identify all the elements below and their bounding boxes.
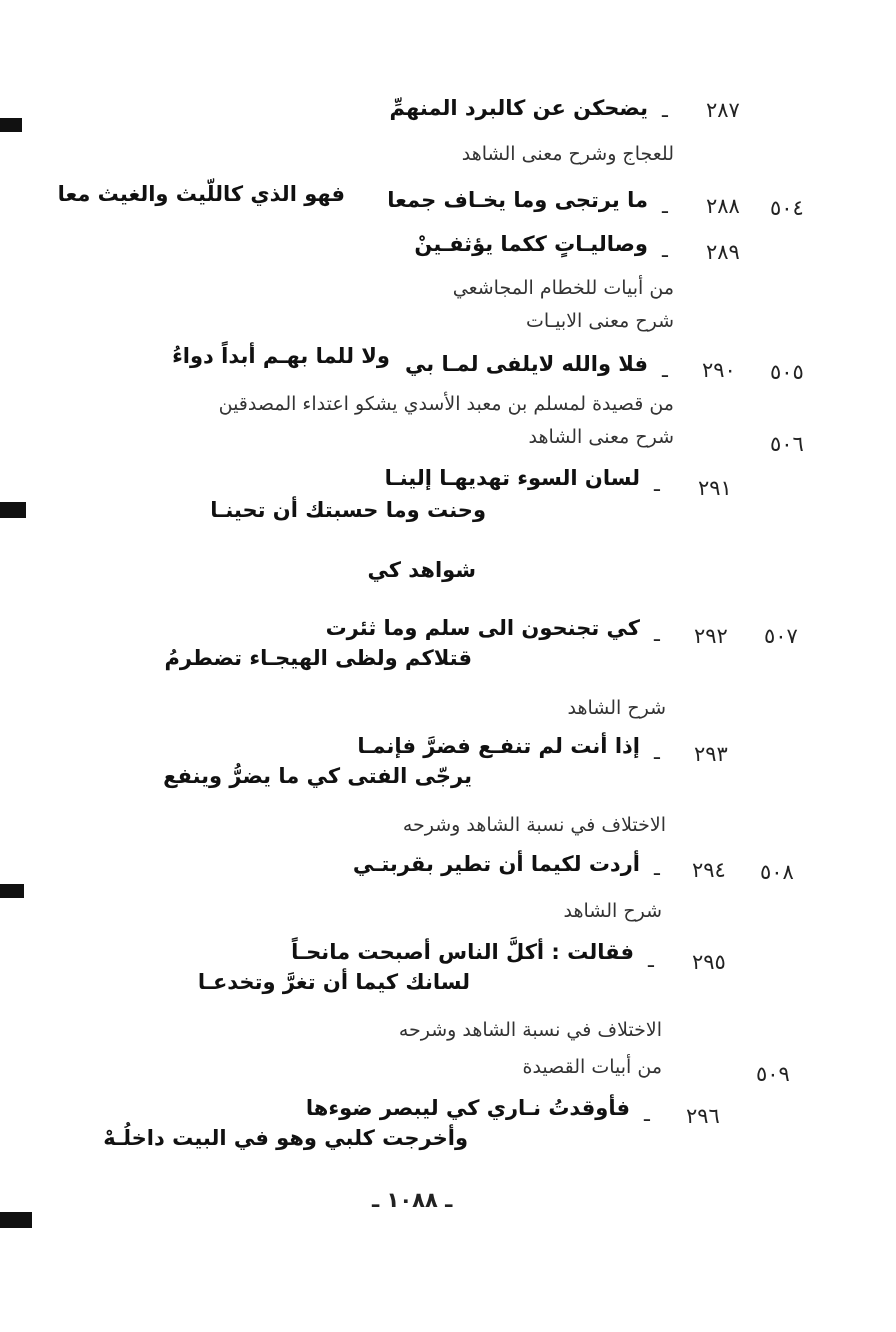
- margin-mark: [0, 118, 22, 132]
- entry-number: ٢٩٢: [694, 624, 728, 648]
- section-title: شواهد كي: [367, 558, 476, 582]
- page-number: ـ ١٠٨٨ ـ: [372, 1188, 453, 1212]
- verse-line: كي تجنحون الى سلم وما ثئرت: [325, 616, 640, 640]
- note-line: للعجاج وشرح معنى الشاهد: [461, 143, 674, 165]
- reference-number: ٥٠٦: [770, 432, 804, 456]
- verse-second-hemistich: قتلاكم ولظى الهيجـاء تضطرمُ: [164, 646, 472, 670]
- verse-second-hemistich: وحنت وما حسبتك أن تحينـا: [210, 498, 486, 522]
- margin-mark: [0, 502, 26, 518]
- note-line: شرح معنى الشاهد: [528, 426, 674, 448]
- entry-dash: ـ: [654, 472, 660, 496]
- verse-line: أردت لكيما أن تطير بقربتـي: [352, 852, 640, 876]
- note-line: الاختلاف في نسبة الشاهد وشرحه: [402, 814, 666, 836]
- reference-number: ٥٠٤: [770, 196, 804, 220]
- margin-mark: [0, 1212, 32, 1228]
- entry-dash: ـ: [662, 358, 668, 382]
- reference-number: ٥٠٧: [764, 624, 798, 648]
- verse-second-hemistich: لسانك كيما أن تغرَّ وتخدعـا: [197, 970, 470, 994]
- entry-number: ٢٨٩: [706, 240, 740, 264]
- entry-dash: ـ: [662, 238, 668, 262]
- reference-number: ٥٠٥: [770, 360, 804, 384]
- note-line: شرح الشاهد: [563, 900, 662, 922]
- entry-dash: ـ: [654, 740, 660, 764]
- verse-line: لسان السوء تهديهـا إلينـا: [384, 466, 640, 490]
- verse-line: فأوقدتُ نـاري كي ليبصر ضوءها: [305, 1096, 630, 1120]
- entry-number: ٢٨٨: [706, 194, 740, 218]
- note-line: الاختلاف في نسبة الشاهد وشرحه: [398, 1019, 662, 1041]
- verse-second-hemistich: يرجّى الفتى كي ما يضرُّ وينفع: [163, 764, 472, 788]
- verse-line: فقالت : أكلَّ الناس أصبحت مانحـاً: [291, 940, 634, 964]
- verse-second-hemistich: ولا للما بهـم أبداً دواءُ: [172, 344, 390, 368]
- reference-number: ٥٠٩: [756, 1062, 790, 1086]
- entry-dash: ـ: [662, 194, 668, 218]
- entry-number: ٢٩٣: [694, 742, 728, 766]
- entry-number: ٢٩٤: [692, 858, 726, 882]
- entry-number: ٢٩٠: [702, 358, 736, 382]
- verse-second-hemistich: فهو الذي كاللّيث والغيث معا: [57, 182, 345, 206]
- margin-mark: [0, 884, 24, 898]
- verse-line: يضحكن عن كالبرد المنهمِّ: [389, 96, 648, 120]
- note-line: من قصيدة لمسلم بن معبد الأسدي يشكو اعتداء المصدقين: [218, 393, 674, 415]
- entry-number: ٢٩٥: [692, 950, 726, 974]
- reference-number: ٥٠٨: [760, 860, 794, 884]
- entry-number: ٢٩١: [698, 476, 732, 500]
- verse-line: ما يرتجى وما يخـاف جمعا: [387, 188, 648, 212]
- verse-second-hemistich: وأخرجت كلبي وهو في البيت داخلُـهْ: [103, 1126, 468, 1150]
- note-line: شرح معنى الابيـات: [525, 310, 674, 332]
- verse-line: إذا أنت لم تنفـع فضرَّ فإنمـا: [357, 734, 640, 758]
- note-line: شرح الشاهد: [567, 697, 666, 719]
- entry-dash: ـ: [654, 622, 660, 646]
- entry-dash: ـ: [648, 948, 654, 972]
- entry-dash: ـ: [644, 1102, 650, 1126]
- entry-dash: ـ: [662, 98, 668, 122]
- note-line: من أبيات للخطام المجاشعي: [452, 277, 674, 299]
- note-line: من أبيات القصيدة: [522, 1056, 662, 1078]
- entry-number: ٢٨٧: [706, 98, 740, 122]
- verse-line: وصاليـاتٍ ككما يؤثفـينْ: [414, 232, 648, 256]
- entry-dash: ـ: [654, 856, 660, 880]
- verse-line: فلا والله لايلفى لمـا بي: [405, 352, 648, 376]
- entry-number: ٢٩٦: [686, 1104, 720, 1128]
